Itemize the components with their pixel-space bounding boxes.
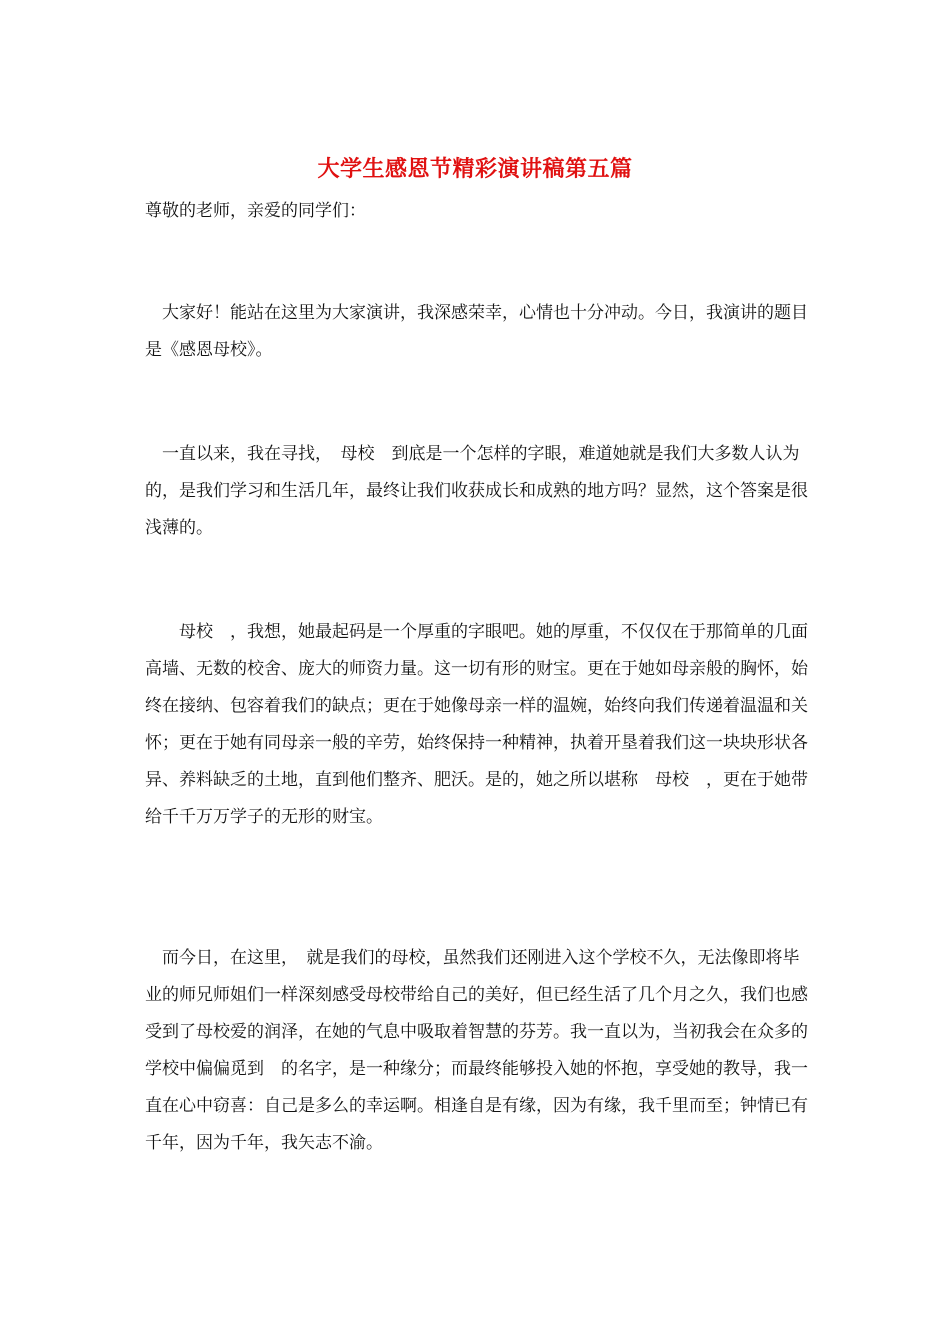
paragraph-4: 而今日，在这里， 就是我们的母校，虽然我们还刚进入这个学校不久，无法像即将毕业的师兄师姐们一样深刻感受母校带给自己的美好，但已经生活了几个月之久，我们也感受到了母校爱的润泽，在她的气息中吸取着智慧的芬芳。我一直以为，当初我会在众多的学校中偏偏觅到 的名字，是一种缘分；而最终能够投入她的怀抱，享受她的教导，我一直在心中窃喜：自己是多么的幸运啊。相逢自是有缘，因为有缘，我千里而至；钟情已有千年，因为千年，我矢志不渝。 [145,948,808,1153]
paragraph-3: 母校 ，我想，她最起码是一个厚重的字眼吧。她的厚重，不仅仅在于那简单的几面高墙、无数的校舍、庞大的师资力量。这一切有形的财宝。更在于她如母亲般的胸怀，始终在接纳、包容着我们的缺点；更在于她像母亲一样的温婉，始终向我们传递着温温和关怀；更在于她有同母亲一般的辛劳，始终保持一种精神，执着开垦着我们这一块块形状各异、养料缺乏的土地，直到他们整齐、肥沃。是的，她之所以堪称 母校 ，更在于她带给千千万万学子的无形的财宝。 [145,622,808,827]
paragraph-1: 大家好！能站在这里为大家演讲，我深感荣幸，心情也十分冲动。今日，我演讲的题目是《感恩母校》。 [145,303,808,360]
paragraph-2: 一直以来，我在寻找， 母校 到底是一个怎样的字眼，难道她就是我们大多数人认为的，是我们学习和生活几年，最终让我们收获成长和成熟的地方吗？显然，这个答案是很浅薄的。 [145,444,808,538]
document-title: 大学生感恩节精彩演讲稿第五篇 [317,156,633,182]
salutation: 尊敬的老师，亲爱的同学们： [145,201,366,221]
